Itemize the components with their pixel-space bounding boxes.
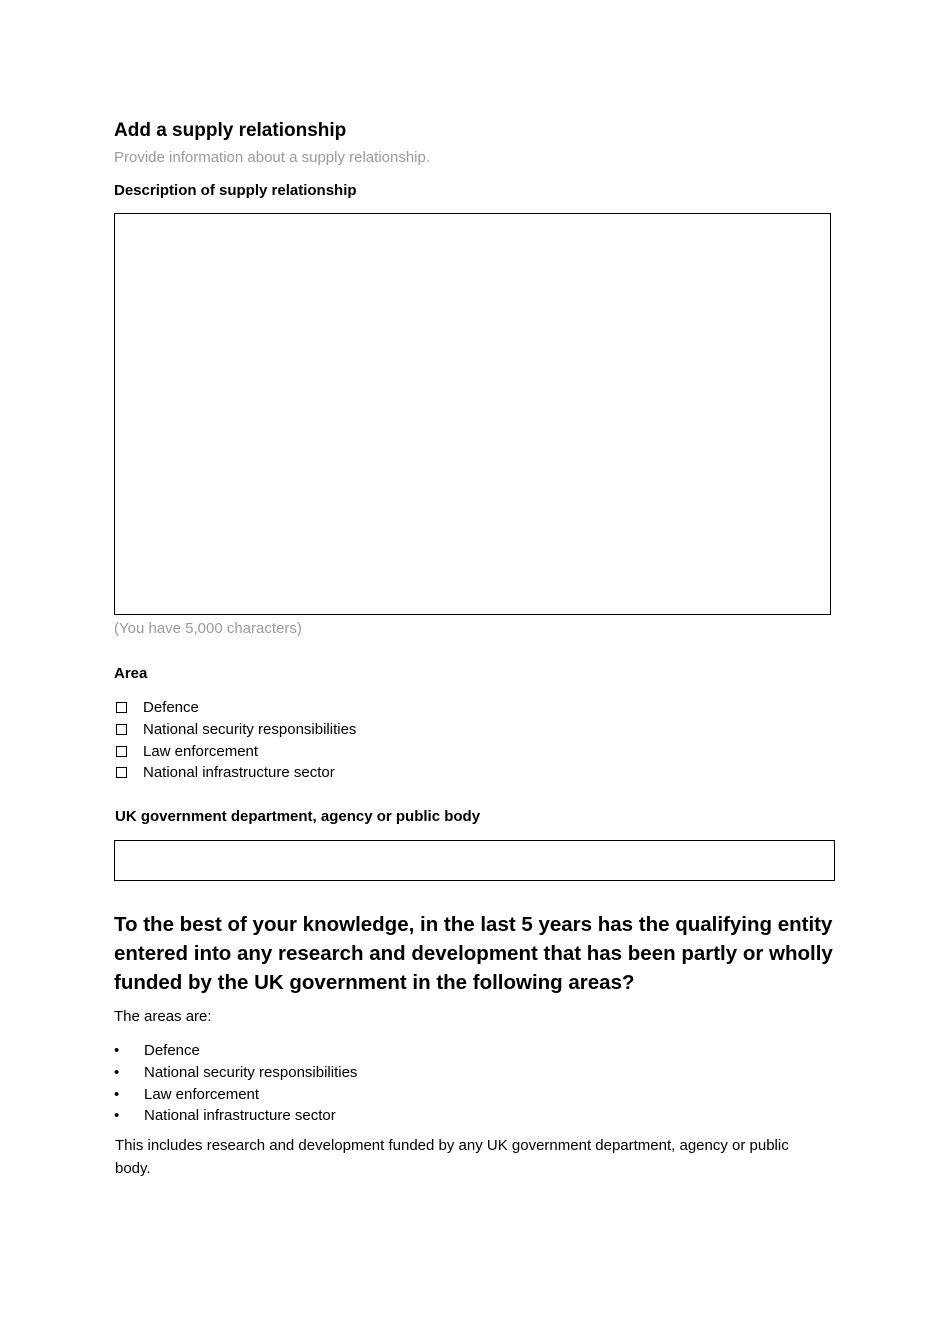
description-textarea[interactable] — [114, 213, 831, 615]
character-count: (You have 5,000 characters) — [114, 620, 302, 637]
bullet-icon: • — [114, 1042, 120, 1060]
checkbox[interactable] — [116, 724, 127, 735]
bullet-icon: • — [114, 1064, 120, 1082]
section-title: Add a supply relationship — [114, 120, 347, 141]
list-item-text: National infrastructure sector — [144, 1107, 336, 1125]
area-option-defence[interactable] — [114, 697, 356, 719]
checkbox[interactable] — [116, 746, 127, 757]
area-option-law-enforcement[interactable] — [114, 740, 356, 762]
area-label: Area — [114, 665, 148, 682]
section-subtitle: Provide information about a supply relationship. — [114, 149, 431, 166]
department-input[interactable] — [114, 840, 835, 881]
area-option-national-security[interactable] — [114, 719, 356, 741]
areas-intro: The areas are: — [114, 1008, 212, 1025]
checkbox[interactable] — [116, 767, 127, 778]
area-checkbox-list — [114, 697, 356, 784]
checkbox-label: National infrastructure sector — [143, 764, 335, 782]
bullet-icon: • — [114, 1085, 120, 1103]
checkbox-label: Law enforcement — [143, 742, 259, 760]
department-label: UK government department, agency or public body — [115, 808, 481, 825]
list-item-text: Law enforcement — [144, 1085, 260, 1103]
list-item — [114, 1083, 357, 1105]
list-item — [114, 1040, 357, 1062]
list-item — [114, 1105, 357, 1127]
area-option-national-infrastructure[interactable] — [114, 762, 356, 784]
list-item — [114, 1062, 357, 1084]
checkbox-label: Defence — [143, 699, 199, 717]
checkbox[interactable] — [116, 702, 127, 713]
bullet-icon: • — [114, 1107, 120, 1125]
includes-note: This includes research and development funded by any UK government department, agency or public body. — [115, 1137, 789, 1177]
checkbox-label: National security responsibilities — [143, 721, 357, 739]
list-item-text: National security responsibilities — [144, 1064, 358, 1082]
description-label: Description of supply relationship — [114, 182, 357, 199]
areas-bullet-list — [114, 1040, 357, 1127]
list-item-text: Defence — [144, 1042, 200, 1060]
rd-funding-question: To the best of your knowledge, in the last 5 years has the qualifying entity entered into any research and development that has been partly or wholly funded by the UK government in the following areas? — [114, 913, 833, 994]
